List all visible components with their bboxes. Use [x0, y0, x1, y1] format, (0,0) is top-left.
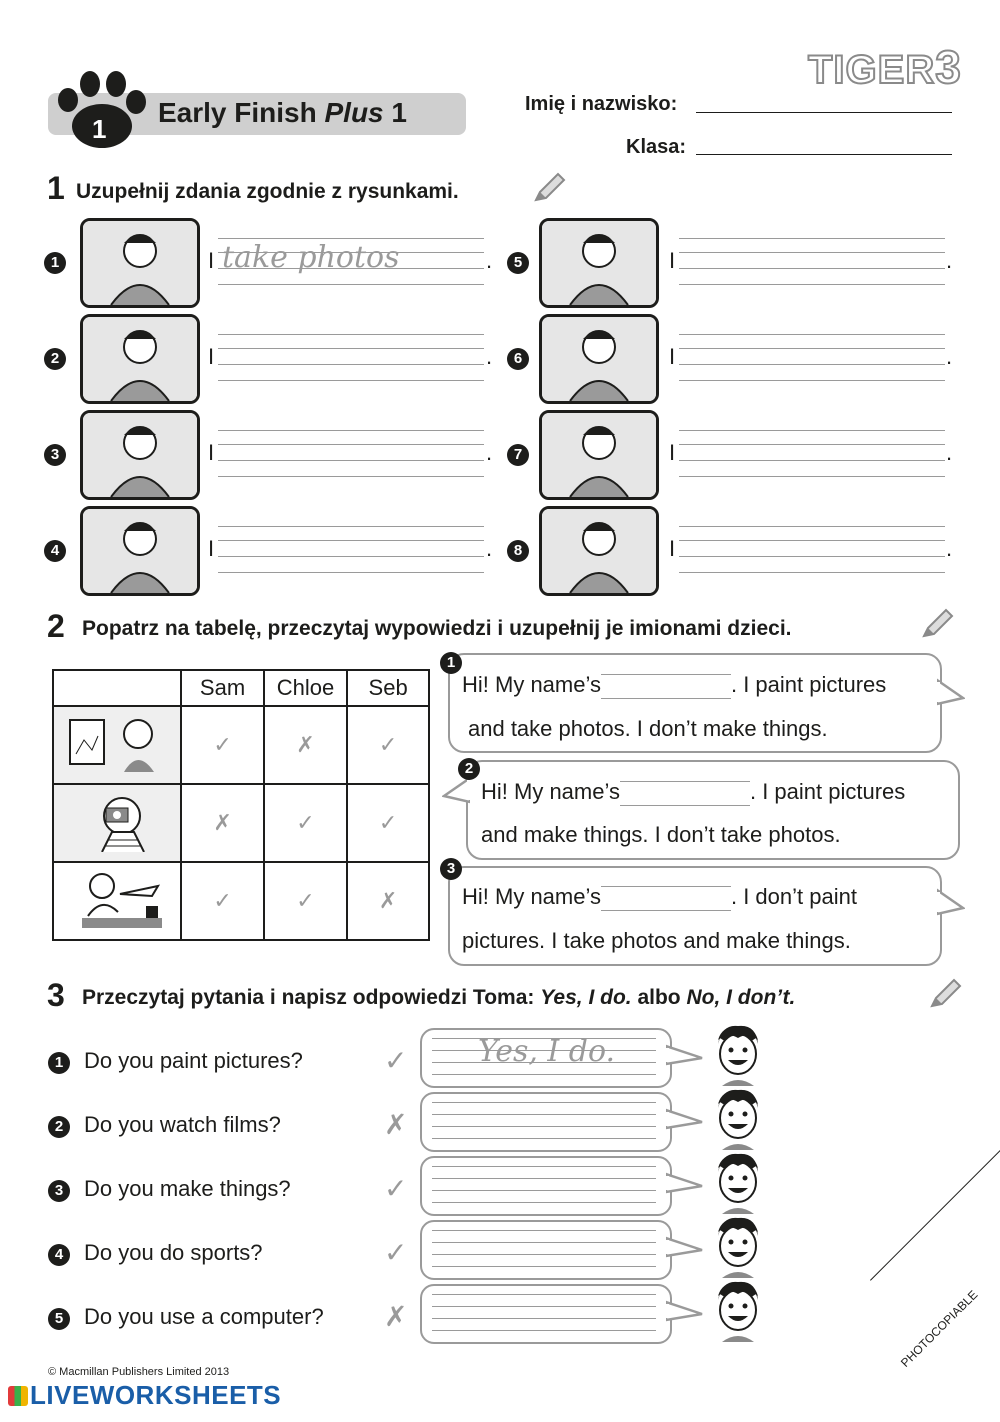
- tom-face-icon: [712, 1022, 764, 1091]
- ex1-period: .: [946, 344, 953, 369]
- unit-number: 1: [92, 114, 107, 144]
- column-header-sam: Sam: [181, 670, 263, 706]
- ex2-instruction: Popatrz na tabelę, przeczytaj wypowiedzi i uzupełnij je imionami dzieci.: [82, 617, 792, 640]
- bubble-tail: [937, 678, 965, 708]
- tom-face-icon: [712, 1214, 764, 1283]
- table-cell: ✓: [181, 706, 263, 784]
- copyright: © Macmillan Publishers Limited 2013: [48, 1366, 230, 1378]
- title-suffix: 1: [383, 97, 407, 128]
- ex3-yes-text: Yes, I do.: [540, 986, 632, 1009]
- ex1-item-number: 4: [44, 540, 66, 562]
- ex3-no-text: No, I don’t.: [686, 986, 796, 1009]
- ex1-pronoun: I: [669, 248, 676, 273]
- ex1-picture-6: [539, 314, 659, 404]
- ex3-question: Do you watch films?: [84, 1112, 281, 1137]
- ex3-or-text: albo: [631, 986, 687, 1009]
- ex3-question-number: 1: [48, 1052, 70, 1074]
- table-cell: ✓: [264, 862, 348, 940]
- ex1-picture-7: [539, 410, 659, 500]
- ex1-picture-1: [80, 218, 200, 308]
- ex1-item-number: 3: [44, 444, 66, 466]
- name-blank-2[interactable]: [620, 783, 750, 805]
- ex3-answer-field-3[interactable]: [432, 1166, 656, 1204]
- ex3-mark: ✓: [384, 1173, 408, 1204]
- column-header-seb: Seb: [347, 670, 429, 706]
- ex3-question-number: 5: [48, 1308, 70, 1330]
- ex1-pronoun: I: [208, 440, 215, 465]
- bubble-2-line2: and make things. I don’t take photos.: [481, 822, 841, 847]
- bubble-3-before: Hi! My name’s: [462, 884, 601, 909]
- ex1-item-number: 7: [507, 444, 529, 466]
- ex1-example-answer: take photos: [222, 240, 400, 275]
- ex2-number: 2: [47, 608, 65, 644]
- bubble-1-line2: and take photos. I don’t make things.: [468, 716, 828, 741]
- ex1-item-number: 5: [507, 252, 529, 274]
- class-label: Klasa:: [626, 136, 687, 158]
- brand-logo: [808, 40, 962, 94]
- watermark: [8, 1380, 281, 1411]
- tom-face-icon: [712, 1150, 764, 1219]
- name-blank-3[interactable]: [601, 888, 731, 910]
- bubble-tail: [666, 1236, 704, 1260]
- ex3-answer-field-4[interactable]: [432, 1230, 656, 1268]
- pencil-icon: [928, 978, 962, 1015]
- make-things-picture: [53, 862, 181, 940]
- photocopiable-label: PHOTOCOPIABLE: [898, 1287, 981, 1370]
- brand-name: TIGER: [808, 48, 936, 92]
- table-corner: [53, 670, 181, 706]
- bubble-1-line1: [462, 672, 886, 698]
- bubble-number-3: 3: [440, 858, 462, 880]
- ex3-example-answer: Yes, I do.: [478, 1034, 616, 1069]
- name-blank-1[interactable]: [601, 676, 731, 698]
- ex1-period: .: [946, 536, 953, 561]
- ex1-pronoun: I: [208, 344, 215, 369]
- watermark-icon: [8, 1386, 28, 1406]
- paint-pictures-picture: [53, 706, 181, 784]
- ex3-question-number: 2: [48, 1116, 70, 1138]
- table-header-row: [53, 670, 429, 706]
- ex1-pronoun: I: [208, 248, 215, 273]
- ex3-number: 3: [47, 977, 65, 1013]
- title-italic: Plus: [324, 97, 384, 128]
- bubble-1-after: . I paint pictures: [730, 672, 887, 697]
- ex3-mark: ✓: [384, 1237, 408, 1268]
- ex1-answer-field-7[interactable]: [679, 430, 945, 478]
- ex1-picture-2: [80, 314, 200, 404]
- ex3-mark: ✗: [384, 1109, 408, 1140]
- tom-face-icon: [712, 1278, 764, 1347]
- ex1-period: .: [946, 248, 953, 273]
- bubble-tail: [937, 888, 965, 918]
- ex1-period: .: [486, 344, 493, 369]
- ex1-picture-4: [80, 506, 200, 596]
- ex3-answer-field-2[interactable]: [432, 1102, 656, 1140]
- ex1-number: 1: [47, 170, 65, 206]
- ex1-instruction: Uzupełnij zdania zgodnie z rysunkami.: [76, 180, 459, 203]
- ex1-picture-8: [539, 506, 659, 596]
- class-field[interactable]: [696, 154, 952, 155]
- ex1-item-number: 6: [507, 348, 529, 370]
- ex3-question-number: 3: [48, 1180, 70, 1202]
- ex1-answer-field-6[interactable]: [679, 334, 945, 382]
- ex3-question: Do you paint pictures?: [84, 1048, 303, 1073]
- ex1-answer-field-4[interactable]: [218, 526, 484, 574]
- ex1-pronoun: I: [669, 344, 676, 369]
- ex3-question: Do you do sports?: [84, 1240, 263, 1265]
- pencil-icon: [532, 172, 566, 209]
- ex3-question: Do you make things?: [84, 1176, 291, 1201]
- bubble-2-before: Hi! My name’s: [481, 779, 620, 804]
- ex1-picture-5: [539, 218, 659, 308]
- bubble-tail: [666, 1172, 704, 1196]
- table-row: [53, 862, 429, 940]
- table-cell: ✓: [347, 784, 429, 862]
- bubble-1-before: Hi! My name’s: [462, 672, 601, 697]
- bubble-tail: [666, 1108, 704, 1132]
- bubble-tail: [666, 1300, 704, 1324]
- bubble-3-line2: pictures. I take photos and make things.: [462, 928, 851, 953]
- table-cell: ✗: [347, 862, 429, 940]
- name-field[interactable]: [696, 112, 952, 113]
- table-row: [53, 784, 429, 862]
- ex1-answer-field-5[interactable]: [679, 238, 945, 286]
- ex3-question-number: 4: [48, 1244, 70, 1266]
- pencil-icon: [920, 608, 954, 645]
- bubble-3-line1: [462, 884, 857, 910]
- photocopiable-corner: [870, 1139, 1000, 1422]
- table-cell: ✗: [264, 706, 348, 784]
- table-cell: ✓: [181, 862, 263, 940]
- take-photos-picture: [53, 784, 181, 862]
- ex1-pronoun: I: [669, 536, 676, 561]
- name-label: Imię i nazwisko:: [525, 93, 678, 115]
- ex1-item-number: 1: [44, 252, 66, 274]
- bubble-tail: [442, 776, 470, 806]
- ex1-period: .: [486, 536, 493, 561]
- table-row: [53, 706, 429, 784]
- bubble-3-after: . I don’t paint: [730, 884, 857, 909]
- ex3-mark: ✗: [384, 1301, 408, 1332]
- ex1-item-number: 2: [44, 348, 66, 370]
- table-cell: ✓: [347, 706, 429, 784]
- ex1-pronoun: I: [208, 536, 215, 561]
- ex1-item-number: 8: [507, 540, 529, 562]
- bubble-tail: [666, 1044, 704, 1068]
- column-header-chloe: Chloe: [264, 670, 348, 706]
- ex1-answer-field-2[interactable]: [218, 334, 484, 382]
- ex3-answer-field-5[interactable]: [432, 1294, 656, 1332]
- ex1-period: .: [486, 248, 493, 273]
- table-cell: ✗: [181, 784, 263, 862]
- ex1-picture-3: [80, 410, 200, 500]
- bubble-2-line1: [481, 779, 905, 805]
- table-cell: ✓: [264, 784, 348, 862]
- bubble-2-after: . I paint pictures: [749, 779, 906, 804]
- bubble-number-2: 2: [458, 758, 480, 780]
- bubble-number-1: 1: [440, 652, 462, 674]
- ex3-instruction-plain: Przeczytaj pytania i napisz odpowiedzi Toma:: [82, 986, 541, 1009]
- ex1-pronoun: I: [669, 440, 676, 465]
- ex3-question: Do you use a computer?: [84, 1304, 324, 1329]
- ex1-period: .: [946, 440, 953, 465]
- brand-number: 3: [935, 41, 962, 93]
- ex1-period: .: [486, 440, 493, 465]
- ex3-mark: ✓: [384, 1045, 408, 1076]
- title-prefix: Early Finish: [158, 97, 325, 128]
- watermark-text: LIVEWORKSHEETS: [30, 1380, 282, 1410]
- ex3-instruction: [82, 986, 795, 1010]
- unit-title: [158, 97, 407, 129]
- activities-table: [52, 669, 430, 941]
- ex1-answer-field-3[interactable]: [218, 430, 484, 478]
- ex1-answer-field-8[interactable]: [679, 526, 945, 574]
- tom-face-icon: [712, 1086, 764, 1155]
